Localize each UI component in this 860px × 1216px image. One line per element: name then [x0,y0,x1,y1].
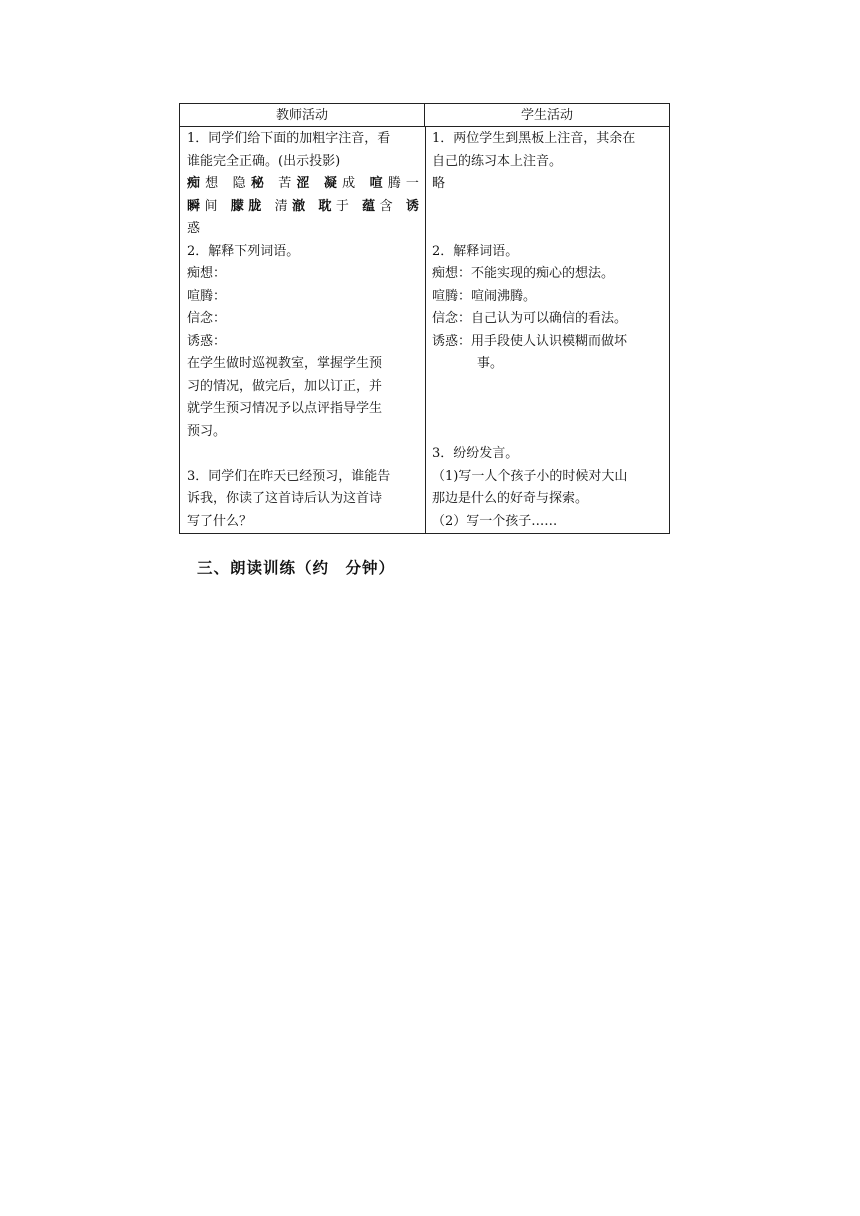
definition-xuanteng: 喧腾：喧闹沸腾。 [432,288,537,304]
definition-youhuo-line2: 事。 [477,356,504,371]
teacher-note-line1: 在学生做时巡视教室，掌握学生预 [187,356,383,371]
teacher-q1-line1: 1．同学们给下面的加粗字注音，看 [187,131,391,146]
bold-char: 耽 [318,198,336,214]
definition-youhuo-line1: 诱惑：用手段使人认识模糊而做坏 [432,333,628,349]
blank-line [432,421,664,444]
word-text: 苦 [278,176,297,191]
blank-line [432,218,664,241]
bold-char: 瞬 [187,198,205,214]
word-text: 含 [379,198,398,214]
pinyin-words-row3: 惑 [187,221,201,236]
teacher-q3-line1: 3．同学们在昨天已经预习，谁能告 [187,468,391,484]
lesson-table [179,103,670,534]
bold-char: 蕴 [362,198,380,214]
blank-line [432,376,664,399]
word-text: 腾一 [387,176,419,191]
bold-char: 喧 [369,176,388,191]
student-s2: （2）写一个孩子…… [432,513,558,529]
teacher-q2: 2．解释下列词语。 [187,243,300,259]
student-s1-line2: 那边是什么的好奇与探索。 [432,491,589,506]
definition-xinnian: 信念：自己认为可以确信的看法。 [432,311,628,326]
term-youhuo: 诱惑： [187,333,227,349]
student-a2: 2．解释词语。 [432,243,519,259]
student-activity-column [432,128,664,533]
student-a1-line1: 1．两位学生到黑板上注音，其余在 [432,131,636,146]
bold-char: 澈 [292,198,310,214]
word-text: 清 [274,198,293,214]
student-s1-line1: （1)写一人个孩子小的时候对大山 [432,468,628,484]
teacher-activity-column [187,128,419,533]
student-a1-line2: 自己的练习本上注音。 [432,153,563,169]
pinyin-words-row1 [187,173,419,196]
teacher-q3-line3: 写了什么？ [187,513,253,529]
word-text: 隐 [232,176,251,191]
bold-char: 秘 [250,176,269,191]
student-activity-header: 学生活动 [425,104,669,127]
column-divider [425,127,426,533]
word-text: 成 [342,176,361,191]
teacher-note-line4: 预习。 [187,423,227,439]
teacher-note-line2: 习的情况，做完后，加以订正，并 [187,378,383,394]
word-text: 想 [205,176,224,191]
definition-chixiang: 痴想：不能实现的痴心的想法。 [432,266,615,281]
section-title: 三、朗读训练（约 分钟） [197,559,396,577]
word-text: 间 [204,198,223,214]
bold-char: 诱 [405,198,419,214]
teacher-q1-line2: 谁能完全正确。(出示投影) [187,153,341,169]
bold-char: 凝 [323,176,343,191]
term-chixiang: 痴想： [187,266,227,281]
bold-char: 涩 [296,176,315,191]
bold-char: 痴 [187,176,206,191]
term-xuanteng: 喧腾： [187,288,227,304]
pinyin-words-row2 [187,196,419,219]
blank-line [432,196,664,219]
term-xinnian: 信念： [187,311,227,326]
blank-line [187,443,419,466]
word-text: 于 [335,198,354,214]
teacher-q3-line2: 诉我，你读了这首诗后认为这首诗 [187,491,383,506]
student-a1-line3: 略 [432,176,446,191]
teacher-note-line3: 就学生预习情况予以点评指导学生 [187,401,383,416]
teacher-activity-header: 教师活动 [180,104,425,127]
blank-line [432,398,664,421]
bold-char: 朦胧 [230,198,266,214]
student-a3: 3．纷纷发言。 [432,446,519,461]
